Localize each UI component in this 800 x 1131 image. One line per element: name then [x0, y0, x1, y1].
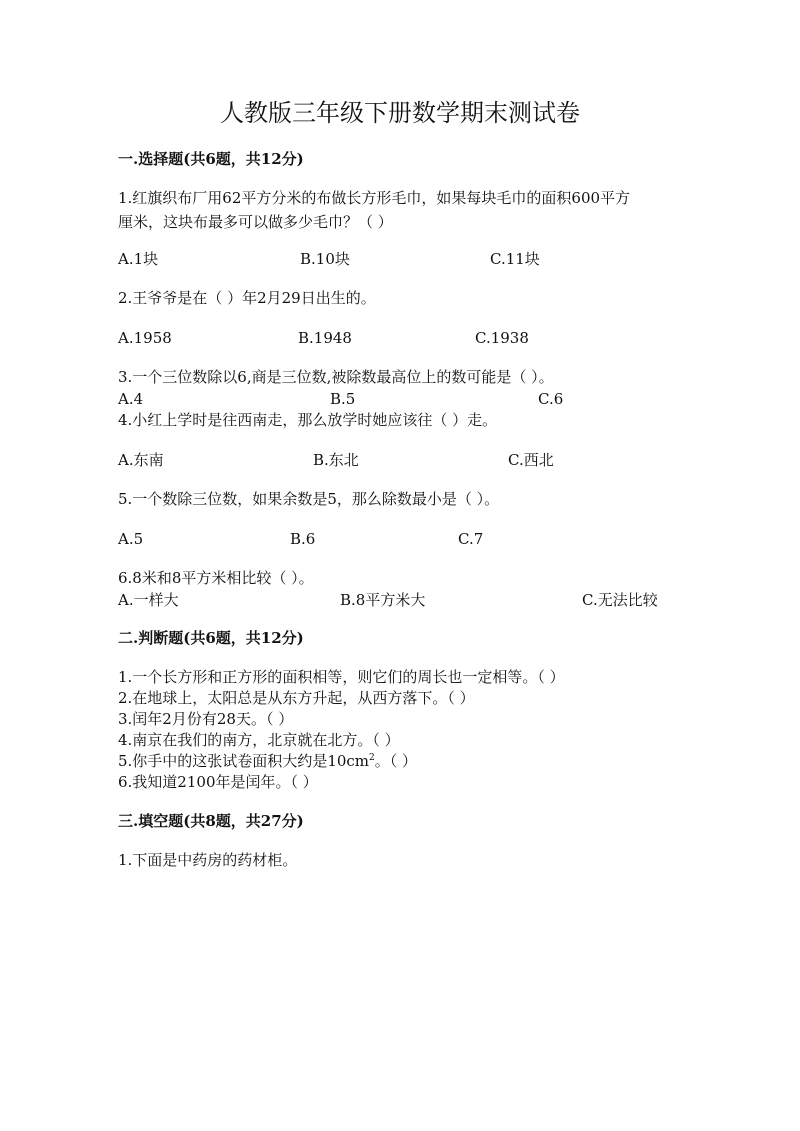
superscript-two: 2 [369, 753, 375, 763]
question-5-option-c: C.7 [458, 530, 484, 548]
question-4-option-c: C.西北 [508, 451, 554, 469]
judge-item-1: 1.一个长方形和正方形的面积相等，则它们的周长也一定相等。（ ） [118, 668, 565, 686]
question-1-option-b: B.10块 [300, 250, 350, 268]
section-heading-choice: 一.选择题(共6题，共12分) [118, 150, 304, 168]
question-3-option-b: B.5 [330, 390, 356, 408]
question-1-option-c: C.11块 [490, 250, 540, 268]
judge-item-6: 6.我知道2100年是闰年。（ ） [118, 773, 318, 791]
question-3: 3.一个三位数除以6,商是三位数,被除数最高位上的数可能是（ ）。 [118, 368, 554, 386]
judge-item-3: 3.闰年2月份有28天。（ ） [118, 710, 294, 728]
question-6: 6.8米和8平方米相比较（ ）。 [118, 569, 314, 587]
section-heading-fill-blank: 三.填空题(共8题，共27分) [118, 812, 304, 830]
question-1-line-2: 厘米，这块布最多可以做多少毛巾？（ ） [118, 213, 393, 231]
question-6-option-a: A.一样大 [118, 591, 179, 609]
question-1-line-1: 1.红旗织布厂用62平方分米的布做长方形毛巾，如果每块毛巾的面积600平方 [118, 189, 631, 207]
question-2-option-c: C.1938 [475, 329, 529, 347]
fill-item-1: 1.下面是中药房的药材柜。 [118, 851, 298, 869]
judge-item-5-tail: 。（ ） [374, 752, 418, 770]
question-2-option-a: A.1958 [118, 329, 172, 347]
question-6-option-b: B.8平方米大 [340, 591, 426, 609]
judge-item-2: 2.在地球上，太阳总是从东方升起，从西方落下。（ ） [118, 689, 475, 707]
question-5-option-b: B.6 [290, 530, 316, 548]
section-heading-true-false: 二.判断题(共6题，共12分) [118, 629, 304, 647]
page-title: 人教版三年级下册数学期末测试卷 [220, 99, 580, 127]
question-3-option-c: C.6 [538, 390, 564, 408]
question-6-option-c: C.无法比较 [582, 591, 658, 609]
question-2: 2.王爷爷是在（ ）年2月29日出生的。 [118, 289, 376, 307]
question-4-option-b: B.东北 [313, 451, 359, 469]
question-2-option-b: B.1948 [298, 329, 352, 347]
question-3-option-a: A.4 [118, 390, 144, 408]
question-4: 4.小红上学时是往西南走，那么放学时她应该往（ ）走。 [118, 411, 498, 429]
question-1-option-a: A.1块 [118, 250, 159, 268]
question-5-option-a: A.5 [118, 530, 144, 548]
question-5: 5.一个数除三位数，如果余数是5，那么除数最小是（ ）。 [118, 490, 500, 508]
judge-item-4: 4.南京在我们的南方，北京就在北方。（ ） [118, 731, 400, 749]
judge-item-5-text: 5.你手中的这张试卷面积大约是10cm [118, 752, 370, 770]
question-4-option-a: A.东南 [118, 451, 164, 469]
judge-item-5 [118, 750, 417, 772]
